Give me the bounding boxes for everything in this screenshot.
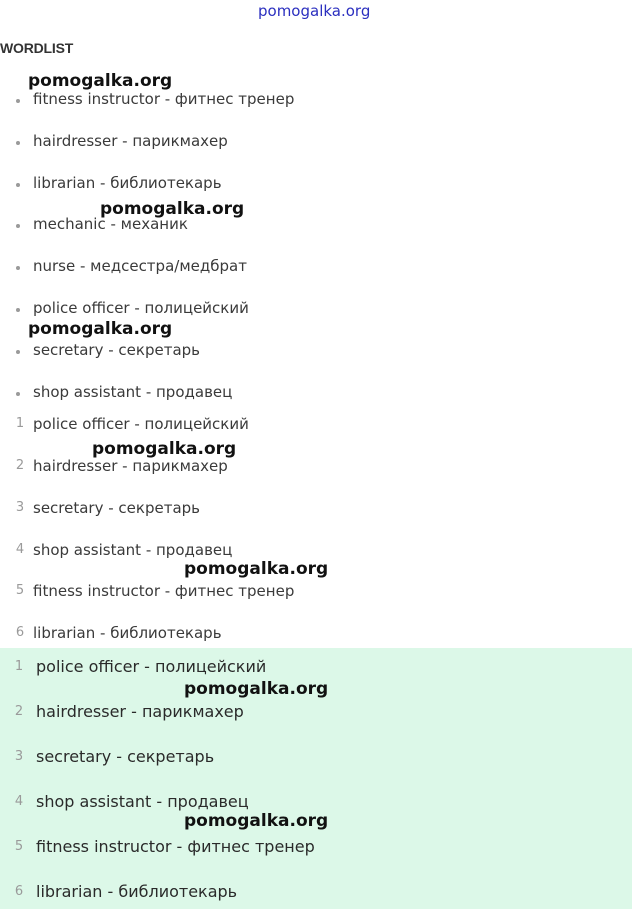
item-number: 1 <box>14 659 24 674</box>
list-item-text: nurse - медсестра/медбрат <box>33 257 247 275</box>
list-item-text: shop assistant - продавец <box>33 383 233 401</box>
list-item-text: secretary - секретарь <box>33 341 200 359</box>
bullet-dot <box>16 99 20 103</box>
watermark: pomogalka.org <box>184 811 329 831</box>
item-number: 3 <box>14 749 24 764</box>
item-number: 6 <box>14 884 24 899</box>
list-item-text: police officer - полицейский <box>36 657 267 676</box>
wordlist-title: WORDLIST <box>0 40 74 56</box>
item-number: 2 <box>15 458 25 473</box>
list-item-text: hairdresser - парикмахер <box>33 132 228 150</box>
bullet-dot <box>16 224 20 228</box>
item-number: 5 <box>15 583 25 598</box>
list-item-text: fitness instructor - фитнес тренер <box>36 837 315 856</box>
list-item-text: librarian - библиотекарь <box>36 882 238 901</box>
list-item-text: shop assistant - продавец <box>33 541 233 559</box>
watermark: pomogalka.org <box>184 679 329 699</box>
bullet-dot <box>16 308 20 312</box>
list-item-text: secretary - секретарь <box>33 499 200 517</box>
list-item-text: mechanic - механик <box>33 215 188 233</box>
item-number: 1 <box>15 416 25 431</box>
bullet-dot <box>16 350 20 354</box>
list-item-text: hairdresser - парикмахер <box>33 457 228 475</box>
watermark: pomogalka.org <box>28 71 173 91</box>
item-number: 4 <box>14 794 24 809</box>
watermark: pomogalka.org <box>92 439 237 459</box>
list-item-text: shop assistant - продавец <box>36 792 249 811</box>
bullet-dot <box>16 183 20 187</box>
watermark: pomogalka.org <box>100 199 245 219</box>
list-item-text: secretary - секретарь <box>36 747 215 766</box>
item-number: 5 <box>14 839 24 854</box>
watermark: pomogalka.org <box>28 319 173 339</box>
bullet-dot <box>16 141 20 145</box>
site-link[interactable]: pomogalka.org <box>258 2 371 20</box>
bullet-dot <box>16 392 20 396</box>
list-item-text: police officer - полицейский <box>33 299 249 317</box>
list-item-text: librarian - библиотекарь <box>33 174 222 192</box>
list-item-text: librarian - библиотекарь <box>33 624 222 642</box>
item-number: 4 <box>15 542 25 557</box>
bullet-dot <box>16 266 20 270</box>
list-item-text: fitness instructor - фитнес тренер <box>33 582 295 600</box>
list-item-text: fitness instructor - фитнес тренер <box>33 90 295 108</box>
item-number: 2 <box>14 704 24 719</box>
item-number: 3 <box>15 500 25 515</box>
list-item-text: hairdresser - парикмахер <box>36 702 244 721</box>
list-item-text: police officer - полицейский <box>33 415 249 433</box>
item-number: 6 <box>15 625 25 640</box>
watermark: pomogalka.org <box>184 559 329 579</box>
